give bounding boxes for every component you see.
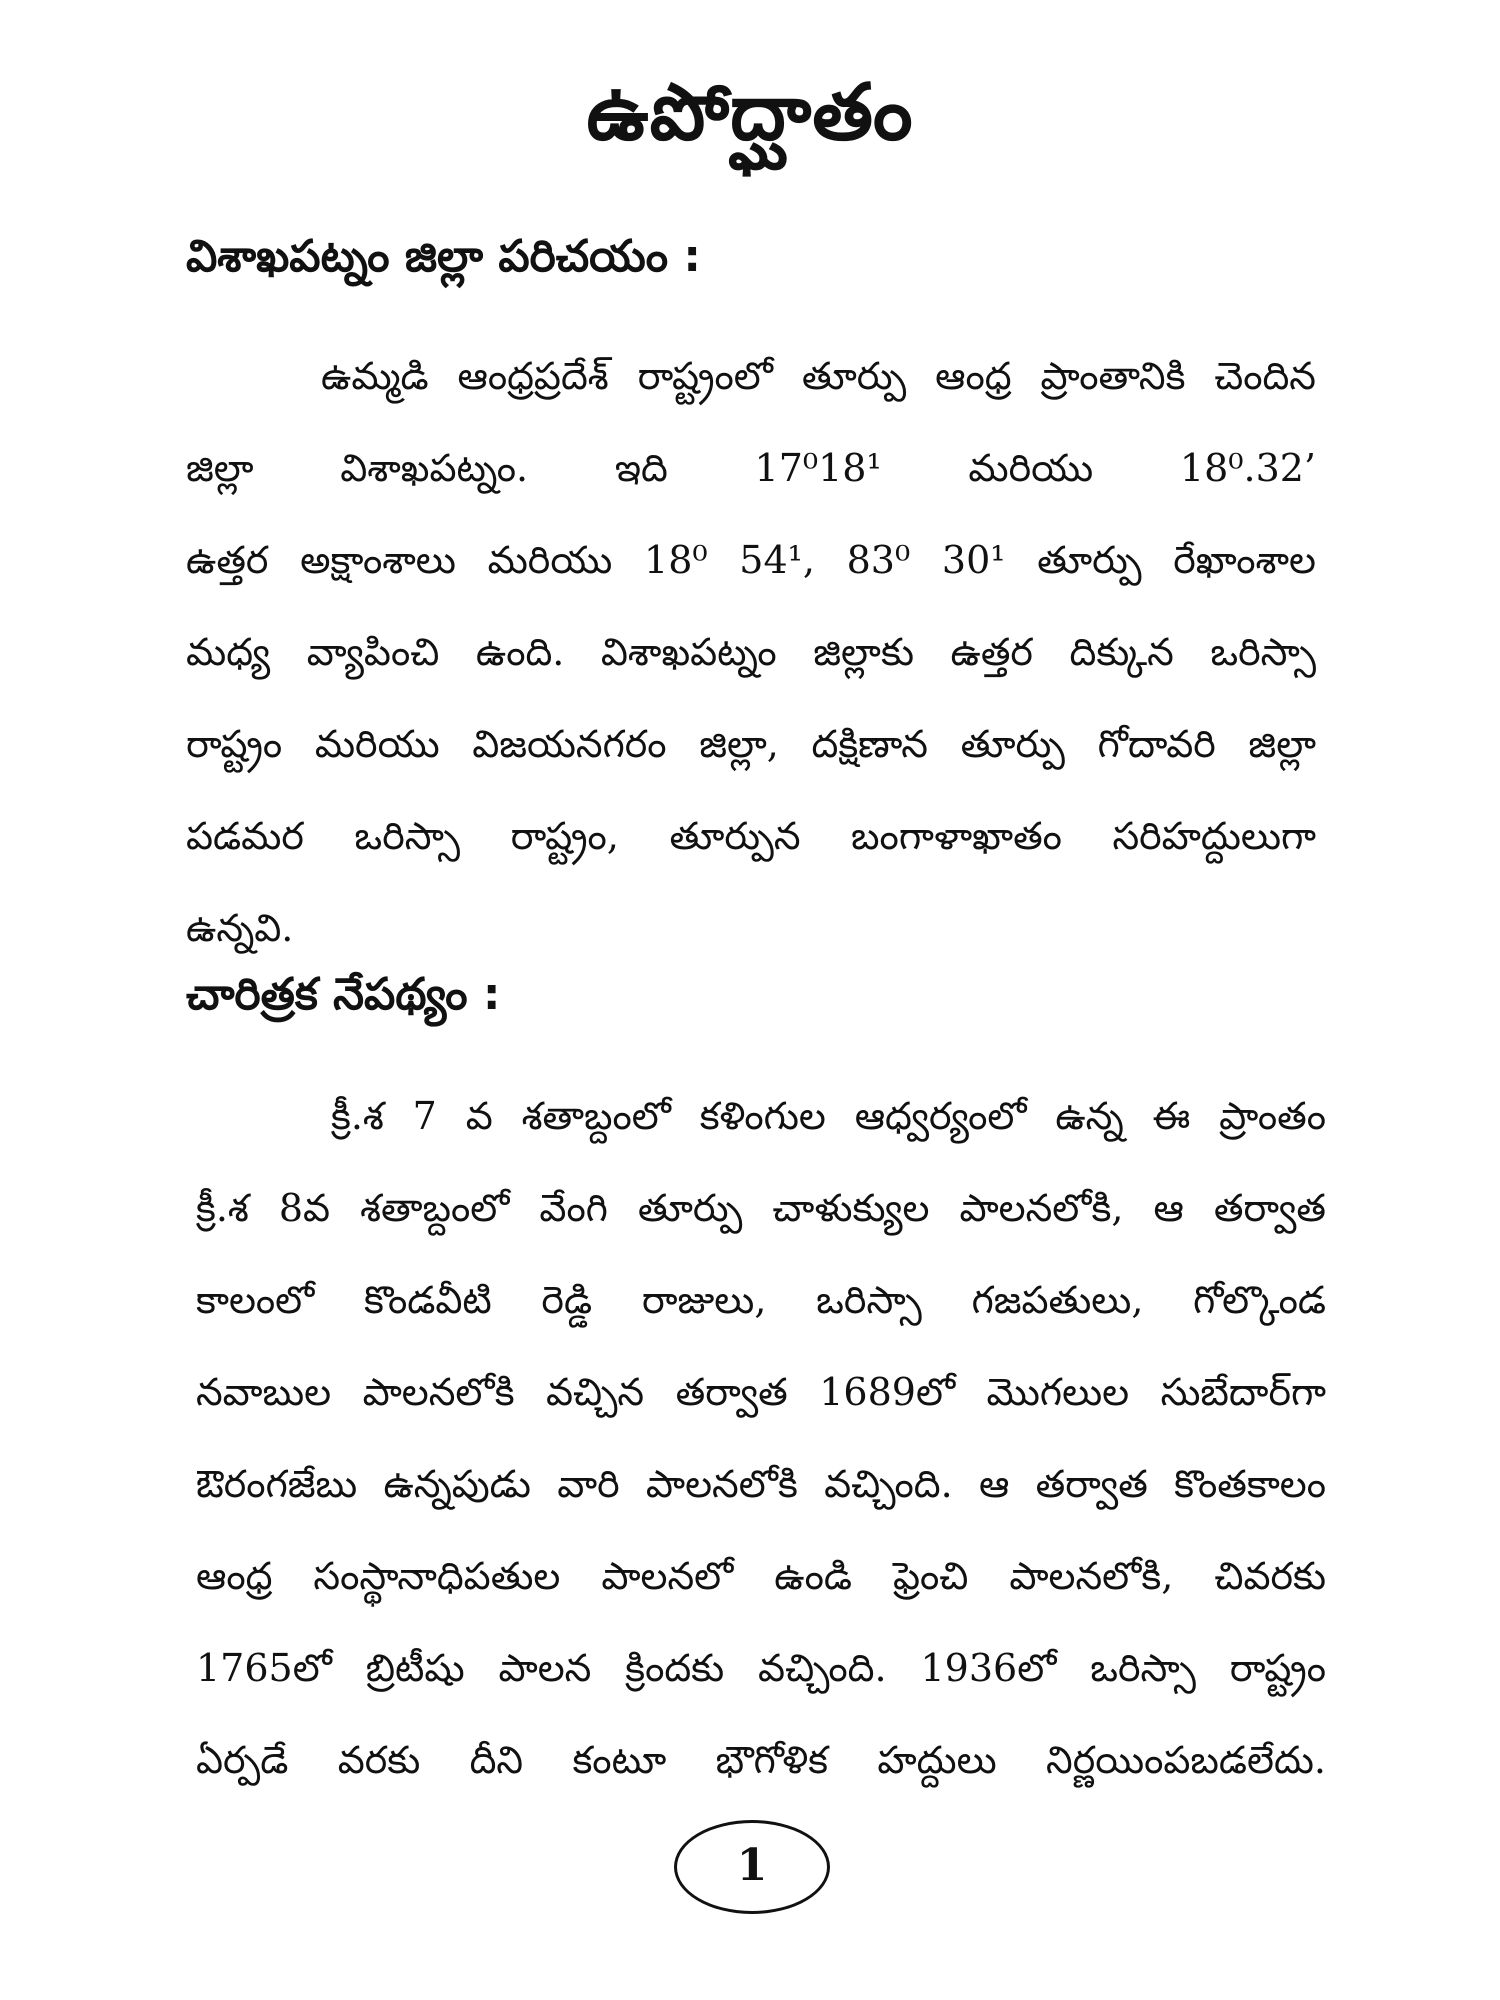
paragraph-line: 1765లో బ్రిటీషు పాలన క్రిందకు వచ్చింది. 1936లో ఒరిస్సా రాష్ట్రం (196, 1646, 1326, 1690)
paragraph-line: క్రీ.శ 7 వ శతాబ్దంలో కళింగుల ఆధ్వర్యంలో ఉన్న ఈ ప్రాంతం (331, 1094, 1326, 1138)
paragraph-line: మధ్య వ్యాపించి ఉంది. విశాఖపట్నం జిల్లాకు ఉత్తర దిక్కున ఒరిస్సా (186, 630, 1316, 674)
paragraph-line: ఉన్నవి. (186, 906, 294, 950)
paragraph-line: రాష్ట్రం మరియు విజయనగరం జిల్లా, దక్షిణాన తూర్పు గోదావరి జిల్లా (186, 722, 1316, 766)
paragraph-district-intro (186, 330, 1316, 974)
section-heading-historical-background: చారిత్రక నేపథ్యం : (186, 969, 501, 1020)
section-heading-district-intro: విశాఖపట్నం జిల్లా పరిచయం : (186, 231, 701, 282)
paragraph-line: ఔరంగజేబు ఉన్నపుడు వారి పాలనలోకి వచ్చింది. ఆ తర్వాత కొంతకాలం (196, 1462, 1326, 1506)
page-title: ఉపోద్ఘాతం (586, 68, 914, 158)
paragraph-line: ఏర్పడే వరకు దీని కంటూ భౌగోళిక హద్దులు నిర్ణయింపబడలేదు. (196, 1738, 1326, 1782)
paragraph-line: కాలంలో కొండవీటి రెడ్డి రాజులు, ఒరిస్సా గజపతులు, గోల్కొండ (196, 1278, 1326, 1322)
paragraph-line: ఉత్తర అక్షాంశాలు మరియు 18⁰ 54¹, 83⁰ 30¹ తూర్పు రేఖాంశాల (186, 538, 1316, 582)
paragraph-line: ఉమ్మడి ఆంధ్రప్రదేశ్ రాష్ట్రంలో తూర్పు ఆంధ్ర ప్రాంతానికి చెందిన (321, 354, 1316, 398)
paragraph-line: క్రీ.శ 8వ శతాబ్దంలో వేంగి తూర్పు చాళుక్యుల పాలనలోకి, ఆ తర్వాత (196, 1186, 1326, 1230)
paragraph-line: ఆంధ్ర సంస్థానాధిపతుల పాలనలో ఉండి ఫ్రెంచి పాలనలోకి, చివరకు (196, 1554, 1326, 1598)
paragraph-line: జిల్లా విశాఖపట్నం. ఇది 17⁰18¹ మరియు 18⁰.32’ (186, 446, 1316, 490)
page-number: 1 (674, 1820, 830, 1914)
paragraph-line: నవాబుల పాలనలోకి వచ్చిన తర్వాత 1689లో మొగలుల సుబేదార్‌గా (196, 1370, 1326, 1414)
paragraph-historical-background (196, 1070, 1326, 1806)
paragraph-line: పడమర ఒరిస్సా రాష్ట్రం, తూర్పున బంగాళాఖాతం సరిహద్దులుగా (186, 814, 1316, 858)
